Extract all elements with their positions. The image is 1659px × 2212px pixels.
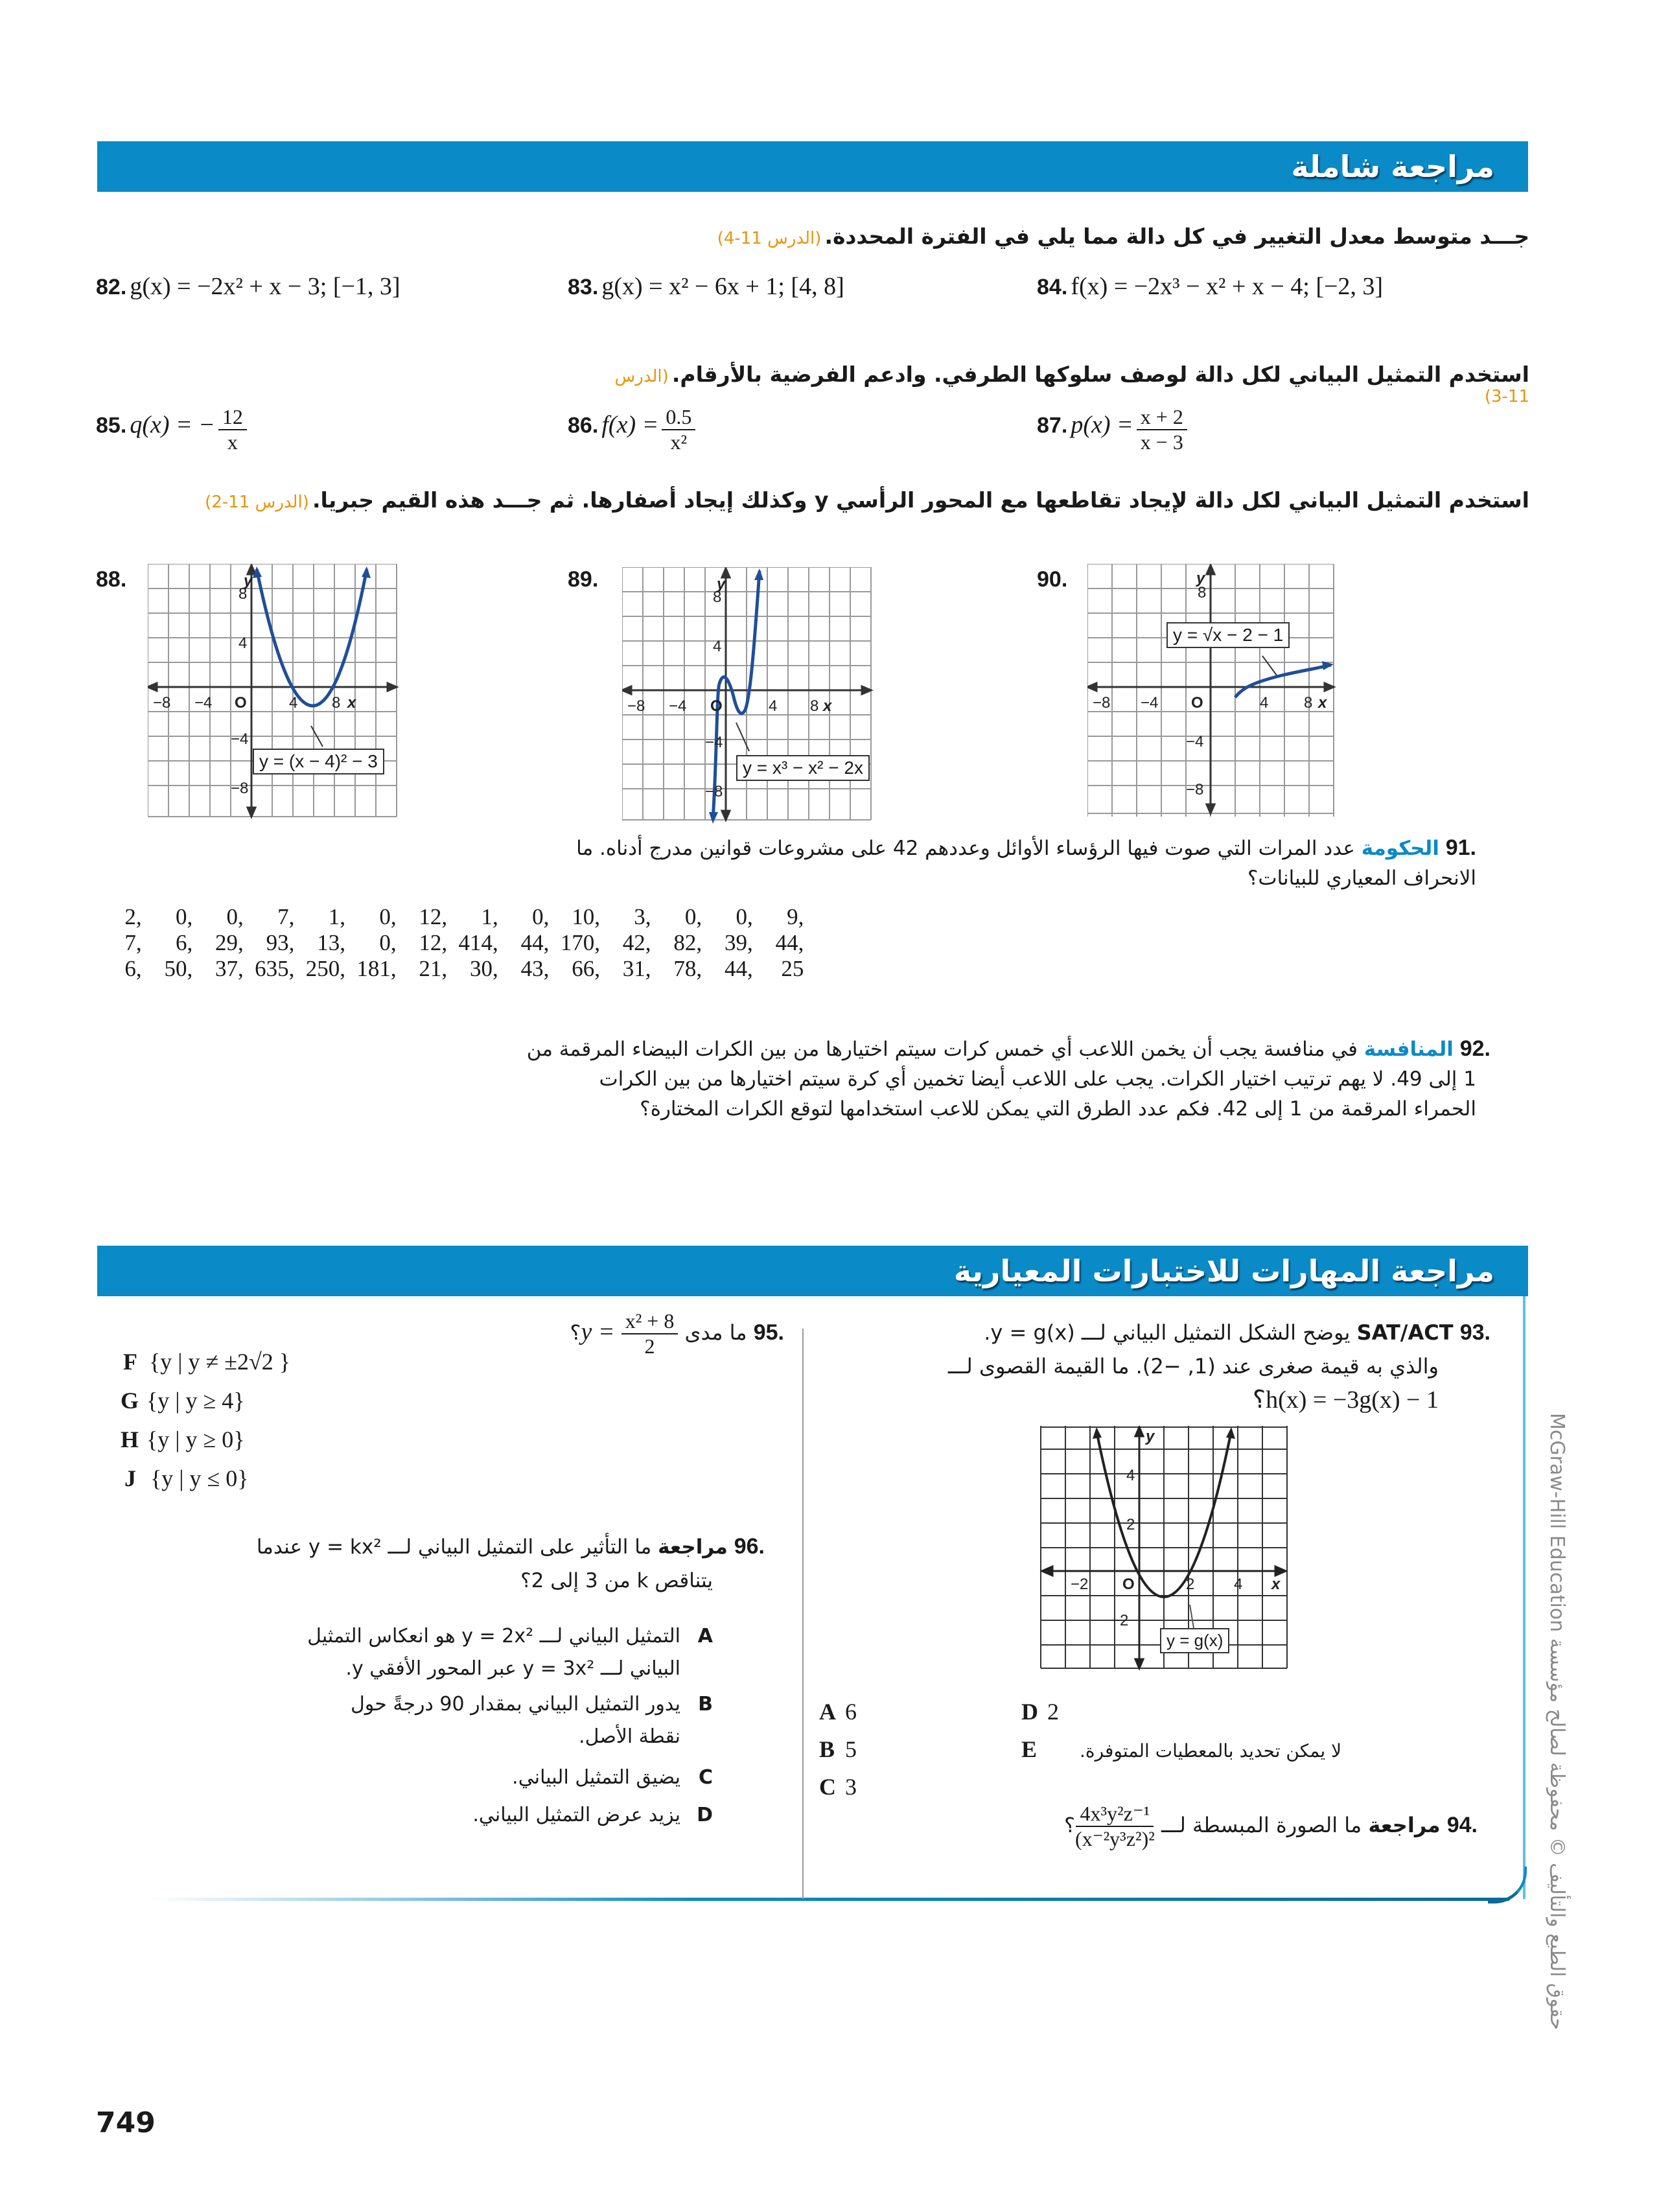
choice-96-B[interactable]: Bيدور التمثيل البياني بمقدار 90 درجةً حول نقطة الأصل.: [350, 1693, 713, 1748]
svg-text:−8: −8: [153, 694, 171, 712]
choice-95-F[interactable]: F {y | y ≠ ±2√2 }: [123, 1349, 291, 1375]
fraction: $\frac{\text{x² + 8}}{2}$: [621, 1309, 679, 1358]
choice-93-D[interactable]: D 2: [1021, 1699, 1059, 1725]
problem-94: .94 مراجعة ما الصورة المبسطة لـــ $\frac{\text{4x³y²z⁻¹}}{\text{(x⁻²y³z²)²}}$ ؟: [1064, 1802, 1478, 1850]
choice-93-C[interactable]: C 3: [819, 1774, 857, 1800]
svg-text:−4: −4: [231, 730, 249, 748]
svg-text:4: 4: [238, 634, 248, 652]
svg-text:4: 4: [713, 638, 722, 655]
svg-text:O: O: [1191, 694, 1203, 712]
problem-expression: g(x) = −2x² + x − 3; [−1, 3]: [130, 273, 400, 300]
svg-text:x: x: [1271, 1576, 1281, 1593]
instruction-intercepts-zeros: استخدم التمثيل البياني لكل دالة لإيجاد تقاطعها مع المحور الرأسي y وكذلك إيجاد أصفارها. ثم جـــد هذه القيم جبريا. (الدرس 11-2): [205, 487, 1529, 513]
problem-91: .91 الحكومة عدد المرات التي صوت فيها الرؤساء الأوائل وعددهم 42 على مشروعات قوانين مدرج أدناه. ما الانحراف المعياري للبيانات؟: [576, 835, 1476, 890]
svg-text:−2: −2: [1071, 1576, 1089, 1593]
choice-95-G[interactable]: G {y | y ≥ 4}: [121, 1388, 245, 1414]
section-banner-standardized-test-review: [97, 1246, 1528, 1296]
svg-text:O: O: [710, 697, 723, 715]
svg-text:8: 8: [810, 697, 819, 715]
svg-text:−4: −4: [669, 697, 687, 715]
choice-93-B[interactable]: B 5: [819, 1736, 857, 1762]
svg-text:2: 2: [1126, 1516, 1135, 1533]
choice-95-H[interactable]: H {y | y ≥ 0}: [121, 1426, 245, 1452]
svg-text:−4: −4: [705, 734, 723, 751]
review-tag: مراجعة: [658, 1535, 728, 1559]
svg-text:x: x: [823, 697, 832, 715]
graph-90: [1087, 564, 1340, 823]
problem-83: 83. g(x) = x² − 6x + 1; [4, 8]: [568, 273, 844, 300]
svg-text:4: 4: [769, 697, 778, 715]
problem-87: 87. p(x) = $\frac{x + 2}{x - 3}$: [1037, 405, 1187, 454]
choice-96-A[interactable]: Aالتمثيل البياني لـــ y = 2x² هو انعكاس التمثيل البياني لـــ y = 3x² عبر المحور الأفقي y.: [307, 1625, 713, 1680]
frame-border-bottom: [149, 1898, 1510, 1901]
svg-text:x: x: [1318, 694, 1327, 712]
svg-text:4: 4: [1126, 1467, 1135, 1484]
svg-text:y: y: [1196, 570, 1205, 587]
problem-95: .95 ما مدى $\frac{\text{x² + 8}}{2}$ y =؟: [570, 1309, 784, 1358]
svg-text:O: O: [1122, 1576, 1135, 1593]
data-row: 2, 0, 0, 7, 1, 0, 12, 1, 0, 10, 3, 0, 0, 9,: [124, 904, 804, 929]
choice-96-C[interactable]: Cيضيق التمثيل البياني.: [512, 1766, 713, 1789]
problem-82: 82. g(x) = −2x² + x − 3; [−1, 3]: [96, 273, 400, 300]
graph-88: [148, 564, 400, 823]
column-divider: [802, 1329, 804, 1899]
problem-93: .93 SAT/ACT يوضح الشكل التمثيل البياني لـــ y = g(x). والذي به قيمة صغرى عند (1, −2). ما القيمة القصوى لـــ h(x) = −3g(x) − 1؟: [947, 1320, 1491, 1414]
fraction: $\frac{12}{x}$: [218, 405, 247, 454]
svg-text:O: O: [235, 694, 247, 712]
svg-text:y: y: [717, 576, 726, 593]
svg-text:−4: −4: [1186, 733, 1204, 751]
svg-text:−8: −8: [627, 697, 645, 715]
choice-93-A[interactable]: A 6: [819, 1699, 857, 1725]
svg-text:y: y: [1146, 1428, 1155, 1445]
problem-96: .96 مراجعة ما التأثير على التمثيل البياني لـــ y = kx² عندما يتناقص k من 3 إلى 2؟: [256, 1534, 765, 1592]
choice-93-E[interactable]: E لا يمكن تحديد بالمعطيات المتوفرة.: [1021, 1736, 1342, 1762]
problem-84: 84. f(x) = −2x³ − x² + x − 4; [−2, 3]: [1037, 273, 1384, 300]
svg-text:4: 4: [1260, 694, 1269, 712]
fraction: $\frac{0.5}{\text{x²}}$: [662, 405, 695, 454]
data-row: 6, 50, 37, 635, 250, 181, 21, 30, 43, 66, 31, 78, 44, 25: [124, 956, 804, 981]
topic-label: الحكومة: [1361, 837, 1439, 860]
graph-93-label: y = g(x): [1160, 1628, 1229, 1653]
svg-text:y: y: [244, 572, 253, 590]
lesson-ref: (الدرس 11-4): [717, 229, 822, 248]
problem-expression: f(x) = −2x³ − x² + x − 4; [−2, 3]: [1071, 273, 1384, 300]
problem-88-number: 88.: [96, 567, 127, 592]
instruction-end-behavior: استخدم التمثيل البياني لكل دالة لوصف سلوكها الطرفي. وادعم الفرضية بالأرقام. (الدرس 11-3): [614, 362, 1529, 406]
data-table-91: [91, 904, 804, 982]
fraction: $\frac{x + 2}{x - 3}$: [1137, 405, 1187, 454]
problem-92: .92 المنافسة في منافسة يجب أن يخمن اللاعب أي خمس كرات سيتم اختيارها من بين الكرات البيضاء المرقمة من 1 إلى 49. لا يهم ترتيب اختيار الكرات. يجب على اللاعب أيضا تخمين أي كرة سيتم اختيارها من بين الكرات الحمراء المرقمة من 1 إلى 42. فكم عدد الطرق التي يمكن للاعب استخدامها لتوقع الكرات المختارة؟: [526, 1036, 1491, 1121]
section-banner-comprehensive-review: [97, 141, 1528, 192]
instruction-rate-of-change: [583, 224, 1529, 249]
graph-89-label: y = x³ − x² − 2x: [736, 755, 870, 781]
svg-text:8: 8: [1304, 694, 1313, 712]
page-number: 749: [96, 2106, 156, 2139]
section-title: مراجعة المهارات للاختبارات المعيارية: [953, 1253, 1494, 1288]
section-title: مراجعة شاملة: [1291, 149, 1494, 184]
svg-text:8: 8: [713, 588, 722, 606]
svg-text:−8: −8: [705, 783, 723, 800]
problem-expression: g(x) = x² − 6x + 1; [4, 8]: [601, 273, 844, 300]
sat-act-tag: SAT/ACT: [1356, 1320, 1454, 1345]
svg-text:8: 8: [332, 694, 341, 712]
problem-86: 86. f(x) = $\frac{0.5}{\text{x²}}$: [568, 405, 695, 454]
svg-text:−8: −8: [1093, 694, 1111, 712]
lesson-ref: (الدرس 11-2): [205, 493, 309, 512]
svg-text:−8: −8: [1186, 781, 1204, 798]
choice-96-D[interactable]: Dيزيد عرض التمثيل البياني.: [472, 1804, 713, 1826]
instruction-text: جـــد متوسط معدل التغيير في كل دالة مما يلي في الفترة المحددة.: [824, 224, 1529, 249]
svg-text:x: x: [347, 694, 356, 712]
svg-text:8: 8: [1198, 584, 1207, 601]
svg-text:−4: −4: [1141, 694, 1159, 712]
graph-89: [622, 567, 875, 826]
problem-89-number: 89.: [568, 567, 599, 592]
svg-text:−2: −2: [1111, 1612, 1129, 1629]
svg-text:4: 4: [1234, 1576, 1243, 1593]
publisher-credit: McGraw-Hill Education حقوق الطبع والتأليف © محفوظة لصالح مؤسسة: [1546, 1413, 1568, 2031]
problem-text: عدد المرات التي صوت فيها الرؤساء الأوائل وعددهم 42 على مشروعات قوانين مدرج أدناه. ما الانحراف المعياري للبيانات؟: [576, 837, 1476, 890]
choice-95-J[interactable]: J {y | y ≤ 0}: [124, 1465, 249, 1491]
topic-label: المنافسة: [1363, 1038, 1454, 1061]
graph-90-label: y = √x − 2 − 1: [1166, 622, 1290, 648]
problem-85: 85. q(x) = − $\frac{12}{x}$: [96, 405, 247, 454]
svg-text:4: 4: [289, 694, 298, 712]
frame-border: [1523, 1296, 1526, 1899]
svg-text:8: 8: [238, 585, 248, 603]
review-tag: مراجعة: [1368, 1812, 1441, 1837]
data-row: 7, 6, 29, 93, 13, 0, 12, 414, 44, 170, 42, 82, 39, 44,: [124, 930, 804, 955]
graph-88-label: y = (x − 4)² − 3: [253, 749, 384, 774]
svg-text:−8: −8: [231, 780, 249, 797]
svg-text:−4: −4: [194, 694, 213, 712]
lesson-ref: (الدرس 11-3): [614, 367, 1529, 406]
problem-90-number: 90.: [1037, 567, 1068, 592]
svg-text:2: 2: [1186, 1576, 1195, 1593]
fraction: $\frac{\text{4x³y²z⁻¹}}{\text{(x⁻²y³z²)²}}$: [1075, 1802, 1155, 1850]
